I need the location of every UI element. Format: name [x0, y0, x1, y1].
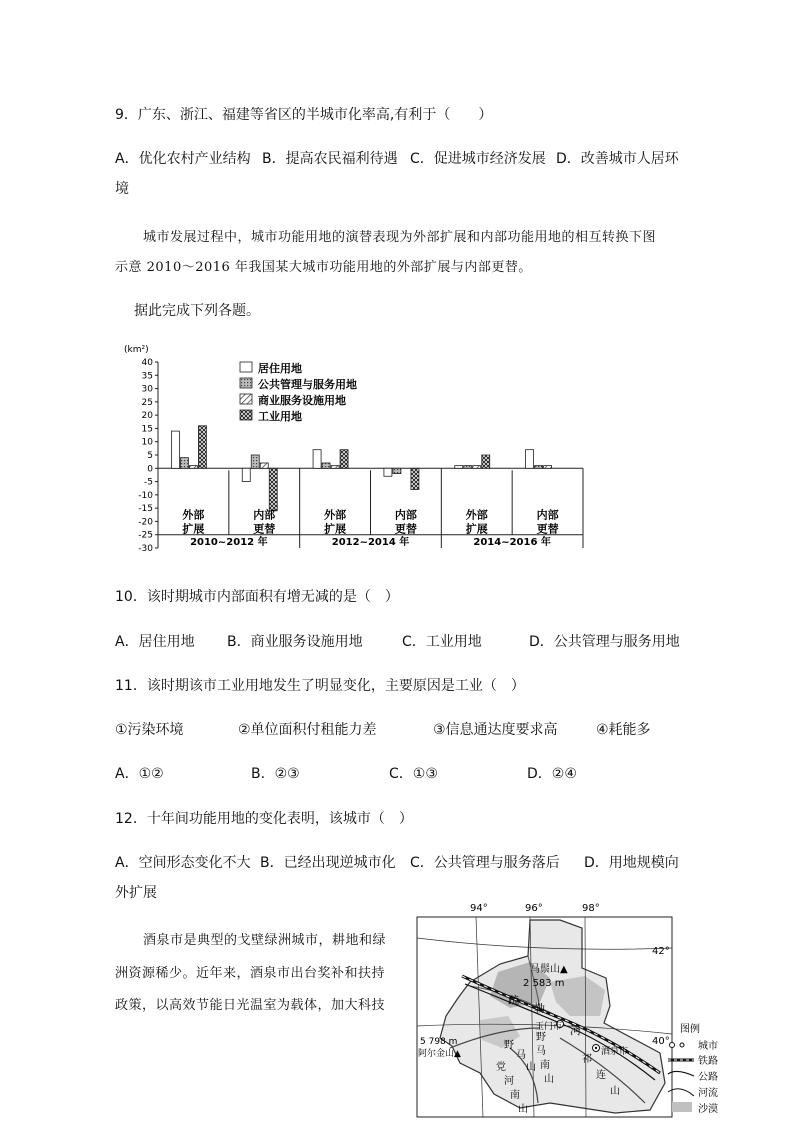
lon-94: 94° [470, 903, 488, 914]
land-use-bar-chart [118, 340, 593, 555]
category-label: 更替 [536, 522, 559, 536]
bar-商业服务设施用地-0 [189, 466, 197, 469]
bar-居住用地-0 [171, 431, 179, 468]
category-label: 内部 [394, 508, 417, 522]
category-label: 扩展 [324, 522, 347, 536]
lon-98: 98° [582, 903, 600, 914]
bar-居住用地-1 [242, 468, 250, 481]
legend-swatch [240, 378, 252, 388]
y-tick-label: 40 [141, 358, 153, 368]
q11-item-3: ③信息通达度要求高 [433, 722, 558, 738]
label-he: 河 [570, 1024, 581, 1037]
y-tick-label: 15 [141, 424, 153, 435]
legend-road: 公路 [698, 1072, 718, 1083]
q10-option-c: C．工业用地 [402, 634, 482, 650]
q11-option-b: B．②③ [251, 766, 300, 782]
label-le: 勒 [534, 1002, 545, 1015]
q11-item-2: ②单位面积付租能力差 [238, 722, 377, 738]
q12-option-a: A．空间形态变化不大 [115, 855, 251, 871]
y-tick-label: 0 [147, 464, 153, 475]
yemanan-4: 山 [544, 1074, 554, 1085]
q11-item-1: ①污染环境 [115, 722, 184, 738]
legend-label: 居住用地 [258, 362, 302, 375]
category-label: 更替 [394, 522, 417, 536]
q11-option-c: C．①③ [389, 766, 438, 782]
yemanan-1: 野 [536, 1032, 546, 1043]
yema-3: 山 [526, 1062, 536, 1073]
legend-city-icon [670, 1043, 675, 1048]
bar-居住用地-2 [313, 450, 321, 469]
yemanan-2: 马 [536, 1046, 546, 1057]
q12-option-d-wrap: 外扩展 [115, 885, 157, 901]
yema-1: 野 [504, 1040, 514, 1051]
legend-river: 河流 [698, 1088, 718, 1099]
passage-2-line-2: 洲资源稀少。近年来，酒泉市出台奖补和扶持 [115, 966, 386, 981]
q12-option-b: B．已经出现逆城市化 [260, 855, 396, 871]
q9-option-d: D．改善城市人居环 [556, 151, 679, 167]
y-tick-label: 35 [141, 371, 153, 382]
legend-swatch [240, 362, 252, 372]
bar-公共管理与服务用地-0 [180, 458, 188, 469]
legend-label: 公共管理与服务用地 [258, 378, 357, 391]
legend-title: 图例 [680, 1024, 700, 1035]
bar-商业服务设施用地-1 [260, 463, 268, 468]
question-11-stem: 11．该时期该市工业用地发生了明显变化，主要原因是工业（ ） [115, 678, 525, 694]
y-tick-label: 20 [141, 411, 153, 422]
category-label: 更替 [253, 522, 276, 536]
legend-swatch [240, 410, 252, 420]
peak-aerjin: 阿尔金山▲ [418, 1049, 461, 1059]
q12-option-c: C．公共管理与服务落后 [410, 855, 560, 871]
q9-option-c: C．促进城市经济发展 [410, 151, 546, 167]
bar-工业用地-0 [198, 426, 206, 469]
passage-1-line-2: 示意 2010～2016 年我国某大城市功能用地的外部扩展与内部更替。 [115, 260, 532, 275]
qilian-3: 山 [610, 1086, 620, 1097]
legend-desert: 沙漠 [698, 1104, 718, 1115]
category-label: 外部 [182, 508, 205, 522]
category-label: 外部 [465, 508, 488, 522]
y-tick-label: 30 [141, 384, 153, 395]
category-label: 扩展 [465, 522, 488, 536]
passage-2-line-3: 政策，以高效节能日光温室为载体，加大科技 [115, 998, 386, 1013]
category-label: 外部 [324, 508, 347, 522]
legend-label: 商业服务设施用地 [258, 394, 346, 407]
y-tick-label: -15 [138, 504, 153, 515]
group-label: 2010~2012 年 [190, 537, 268, 548]
y-axis-unit: (km²) [124, 345, 149, 355]
danghe-4: 山 [518, 1104, 528, 1115]
danghe-2: 河 [504, 1076, 514, 1087]
yema-2: 马 [516, 1050, 526, 1061]
lat-42: 42° [652, 946, 670, 957]
jiuquan-map [410, 898, 730, 1120]
q11-item-4: ④耗能多 [596, 722, 651, 738]
bar-工业用地-3 [411, 468, 419, 489]
bar-商业服务设施用地-5 [544, 466, 552, 469]
legend-desert-icon [672, 1102, 692, 1112]
question-10-stem: 10．该时期城市内部面积有增无减的是（ ） [115, 589, 399, 605]
label-shu: 疏 [508, 994, 519, 1007]
lon-96: 96° [525, 903, 543, 914]
danghe-3: 南 [510, 1090, 520, 1101]
legend-railway: 铁路 [698, 1056, 718, 1067]
q9-option-a: A．优化农村产业结构 [115, 151, 251, 167]
qilian-2: 连 [596, 1070, 606, 1081]
bar-居住用地-4 [455, 466, 463, 469]
bar-商业服务设施用地-2 [331, 466, 339, 469]
lat-40: 40° [652, 1036, 670, 1047]
y-tick-label: -10 [138, 490, 153, 501]
bar-工业用地-1 [269, 468, 277, 511]
y-tick-label: -25 [138, 530, 153, 541]
bar-公共管理与服务用地-5 [535, 466, 543, 469]
legend-swatch [240, 394, 252, 404]
q12-option-d: D．用地规模向 [584, 855, 679, 871]
question-12-stem: 12．十年间功能用地的变化表明，该城市（ ） [115, 811, 413, 827]
legend-city: 城市 [698, 1041, 718, 1052]
bar-居住用地-3 [384, 468, 392, 476]
bar-商业服务设施用地-4 [473, 466, 481, 469]
group-label: 2012~2014 年 [331, 537, 410, 548]
bar-工业用地-2 [340, 450, 348, 469]
question-9-stem: 9．广东、浙江、福建等省区的半城市化率高,有利于（ ） [115, 107, 493, 123]
y-tick-label: 25 [141, 397, 153, 408]
y-tick-label: 5 [147, 451, 153, 461]
danghe-1: 党 [496, 1062, 506, 1073]
instruction: 据此完成下列各题。 [134, 303, 260, 319]
peak-aerjin-height: 5 798 m [420, 1037, 458, 1047]
map-legend [668, 1022, 718, 1115]
category-label: 扩展 [182, 522, 205, 536]
label-yumen: 玉门市 [535, 1022, 563, 1032]
q10-option-a: A．居住用地 [115, 634, 195, 650]
bar-公共管理与服务用地-3 [393, 468, 401, 473]
y-tick-label: 10 [141, 437, 153, 448]
legend-label: 工业用地 [258, 410, 302, 423]
q9-option-d-wrap: 境 [115, 181, 129, 197]
qilian-1: 祁 [582, 1054, 592, 1065]
q10-option-b: B．商业服务设施用地 [227, 634, 363, 650]
y-tick-label: -30 [138, 544, 153, 554]
passage-2-line-1: 酒泉市是典型的戈壁绿洲城市，耕地和绿 [143, 933, 387, 948]
peak-mazongshan-height: 2 583 m [523, 978, 565, 989]
bar-工业用地-4 [482, 455, 490, 468]
passage-1-line-1: 城市发展过程中，城市功能用地的演替表现为外部扩展和内部功能用地的相互转换下图 [143, 230, 657, 245]
q9-option-b: B．提高农民福利待遇 [262, 151, 398, 167]
q11-option-a: A．①② [115, 766, 164, 782]
q10-option-d: D．公共管理与服务用地 [529, 634, 680, 650]
bar-公共管理与服务用地-4 [464, 466, 472, 469]
category-label: 内部 [536, 508, 559, 522]
y-tick-label: -5 [144, 477, 153, 488]
group-label: 2014~2016 年 [473, 537, 551, 548]
peak-mazongshan: 马鬃山▲ [530, 964, 568, 975]
y-tick-label: -20 [138, 517, 153, 528]
bar-公共管理与服务用地-2 [322, 463, 330, 468]
bar-居住用地-5 [526, 450, 534, 469]
label-jiuquan: 酒泉市 [601, 1047, 629, 1057]
bar-公共管理与服务用地-1 [251, 455, 259, 468]
yemanan-3: 南 [540, 1060, 550, 1071]
category-label: 内部 [253, 508, 276, 522]
q11-option-d: D．②④ [527, 766, 577, 782]
